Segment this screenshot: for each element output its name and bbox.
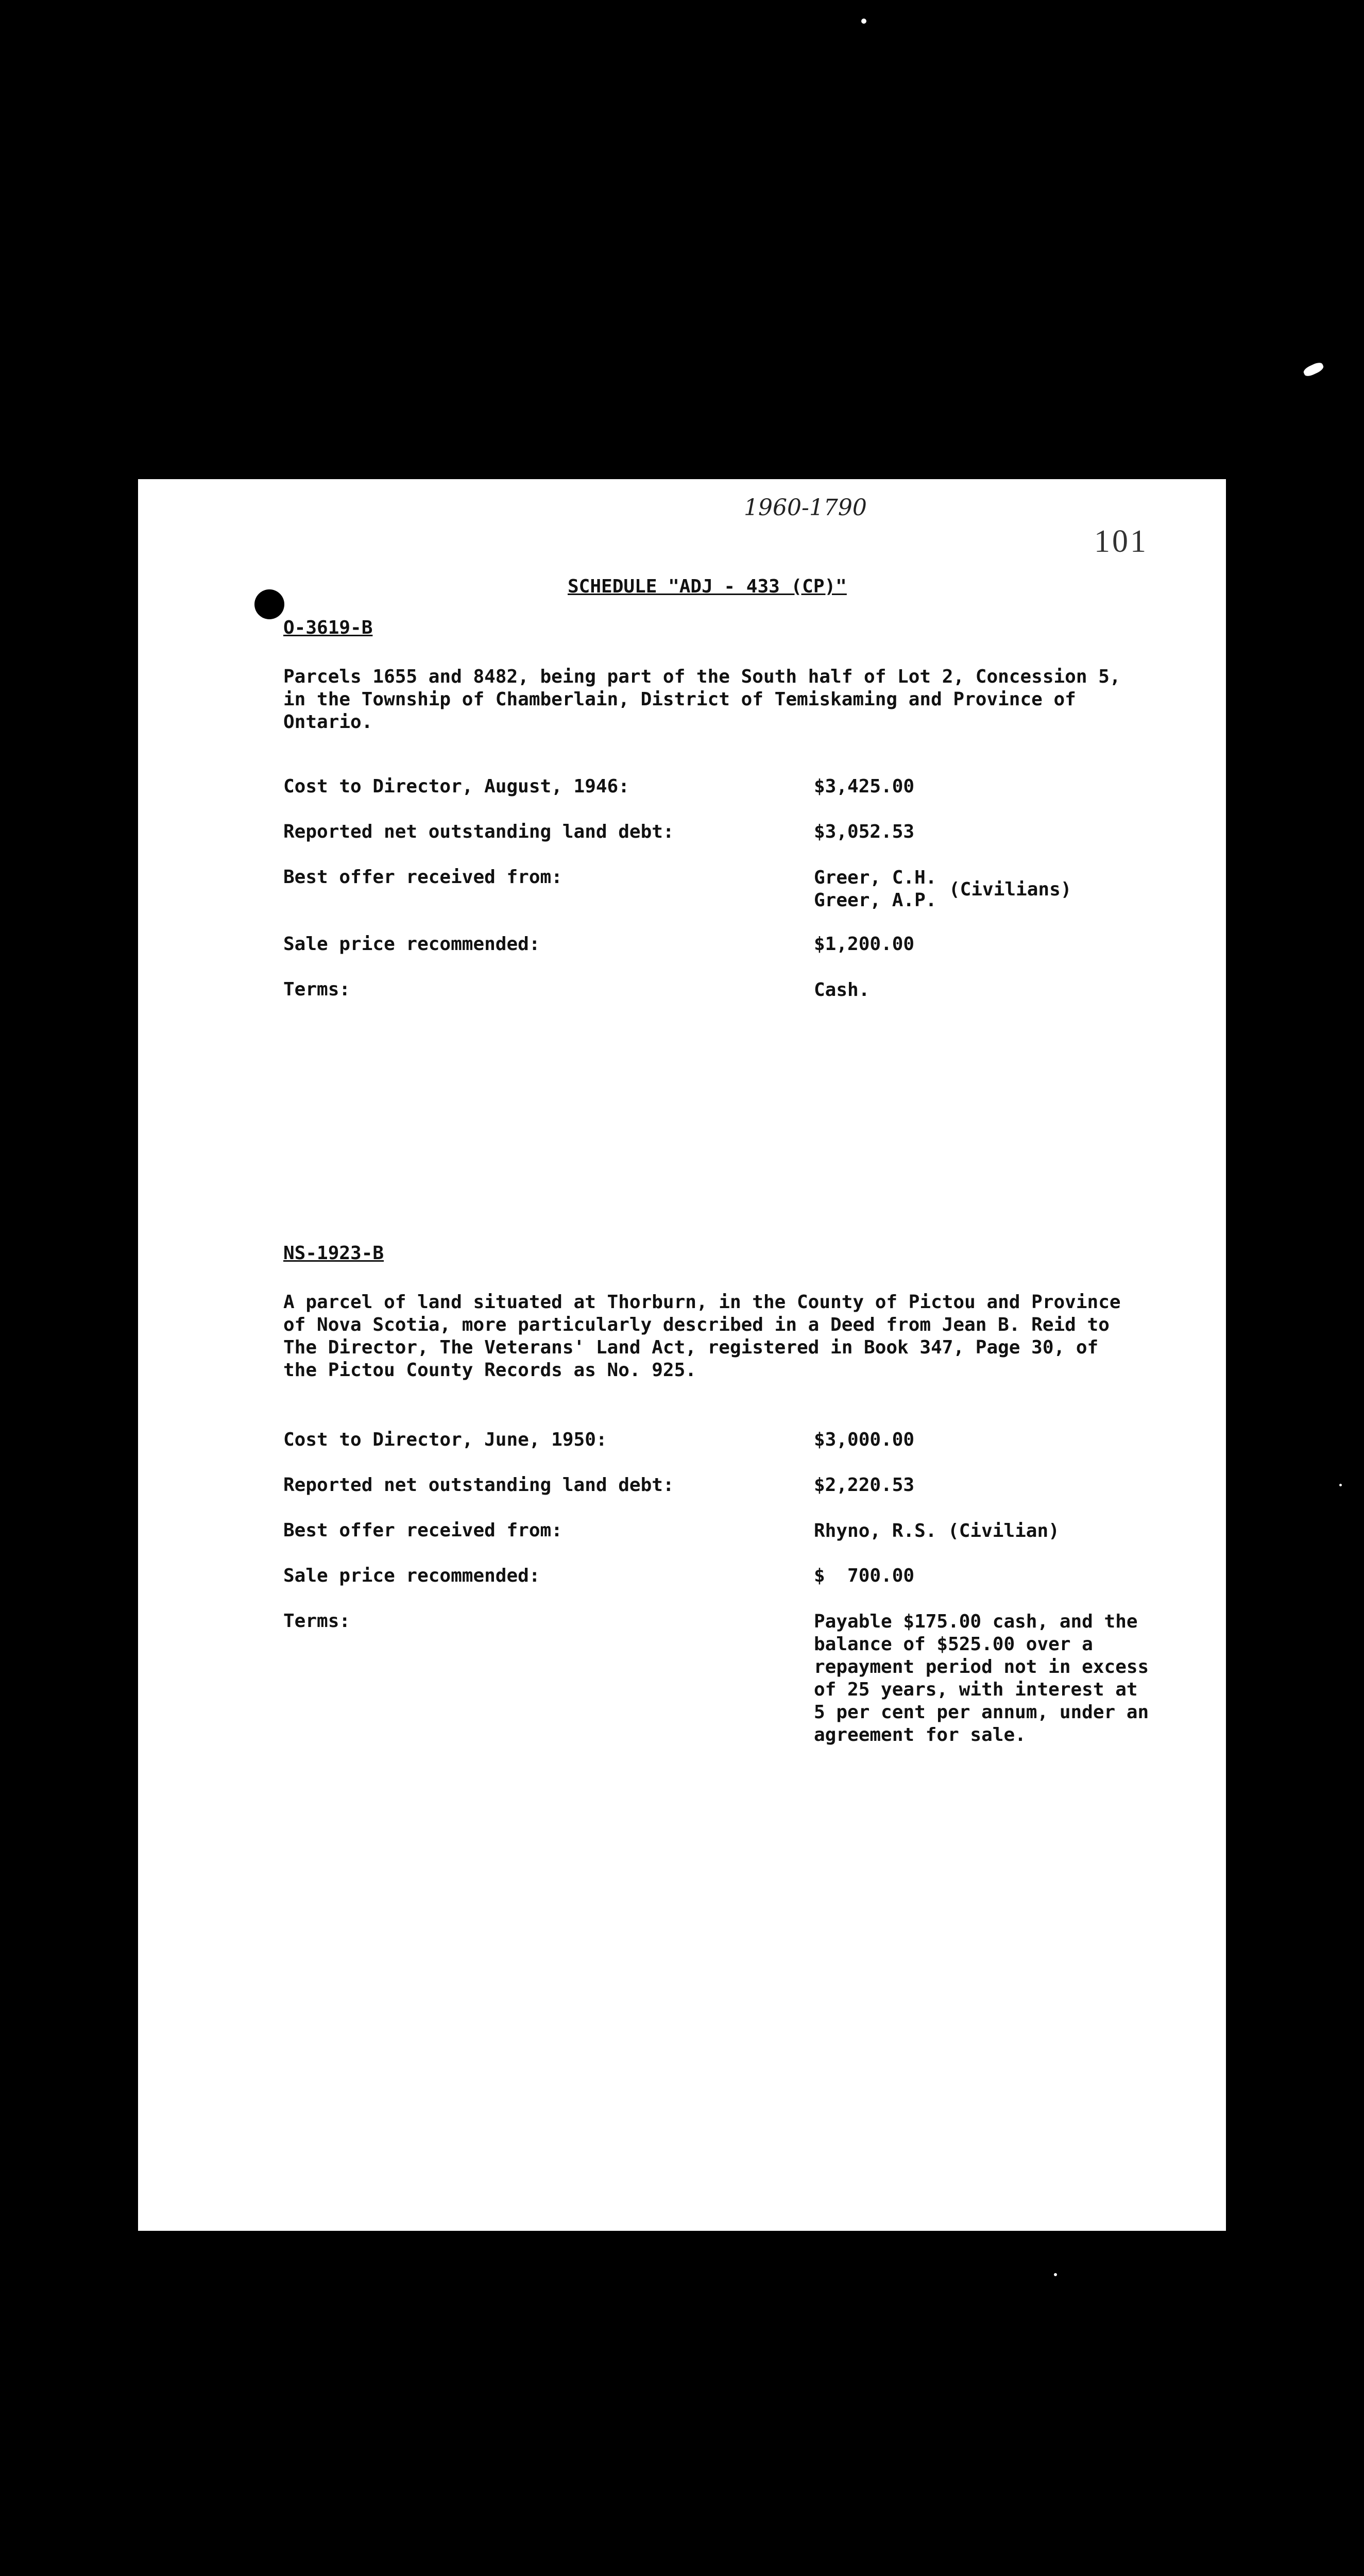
terms-line: Payable $175.00 cash, and the <box>814 1611 1138 1632</box>
scan-speck <box>1302 361 1325 378</box>
description-line: the Pictou County Records as No. 925. <box>283 1360 696 1381</box>
scan-speck <box>1339 1484 1342 1486</box>
debt-value: $3,052.53 <box>814 821 915 842</box>
cost-label: Cost to Director, August, 1946: <box>283 776 629 797</box>
price-label: Sale price recommended: <box>283 1565 540 1586</box>
price-label: Sale price recommended: <box>283 934 540 955</box>
entry-code: O-3619-B <box>283 617 373 638</box>
description-line: Parcels 1655 and 8482, being part of the South half of Lot 2, Concession 5, <box>283 666 1121 687</box>
terms-line: of 25 years, with interest at <box>814 1679 1138 1700</box>
description-line: Ontario. <box>283 711 373 733</box>
description-line: in the Township of Chamberlain, District of Temiskaming and Province of <box>283 689 1076 710</box>
handwritten-reference: 1960-1790 <box>744 495 867 521</box>
entry-code: NS-1923-B <box>283 1243 384 1264</box>
terms-value <box>814 1611 1149 1747</box>
debt-value: $2,220.53 <box>814 1475 915 1496</box>
description-line: The Director, The Veterans' Land Act, registered in Book 347, Page 30, of <box>283 1337 1099 1358</box>
scan-speck <box>861 19 866 24</box>
terms-line: Cash. <box>814 979 870 1001</box>
offer-names <box>814 867 936 912</box>
offer-tag: (Civilians) <box>949 879 1072 900</box>
offer-names <box>814 1520 1060 1543</box>
hole-punch <box>254 589 284 619</box>
cost-label: Cost to Director, June, 1950: <box>283 1429 607 1450</box>
terms-value <box>814 979 869 1002</box>
offer-label: Best offer received from: <box>283 867 562 888</box>
terms-line: agreement for sale. <box>814 1724 1026 1745</box>
offer-name: Greer, A.P. <box>814 890 937 911</box>
description-line: A parcel of land situated at Thorburn, in the County of Pictou and Province <box>283 1292 1121 1313</box>
terms-label: Terms: <box>283 1611 351 1632</box>
entry-description <box>283 1291 1149 1382</box>
offer-name: Rhyno, R.S. (Civilian) <box>814 1520 1060 1541</box>
terms-line: 5 per cent per annum, under an <box>814 1702 1149 1723</box>
offer-name: Greer, C.H. <box>814 867 937 888</box>
schedule-title: SCHEDULE "ADJ - 433 (CP)" <box>568 576 847 597</box>
cost-value: $3,425.00 <box>814 776 915 797</box>
offer-label: Best offer received from: <box>283 1520 562 1541</box>
price-value: $1,200.00 <box>814 934 915 955</box>
debt-label: Reported net outstanding land debt: <box>283 1475 674 1496</box>
description-line: of Nova Scotia, more particularly described in a Deed from Jean B. Reid to <box>283 1314 1110 1335</box>
debt-label: Reported net outstanding land debt: <box>283 821 674 842</box>
terms-label: Terms: <box>283 979 351 1000</box>
cost-value: $3,000.00 <box>814 1429 915 1450</box>
terms-line: repayment period not in excess <box>814 1656 1149 1677</box>
terms-line: balance of $525.00 over a <box>814 1634 1093 1655</box>
scan-speck <box>1054 2273 1057 2276</box>
page-number: 101 <box>1094 524 1148 559</box>
price-value: $ 700.00 <box>814 1565 915 1586</box>
entry-description <box>283 666 1149 734</box>
